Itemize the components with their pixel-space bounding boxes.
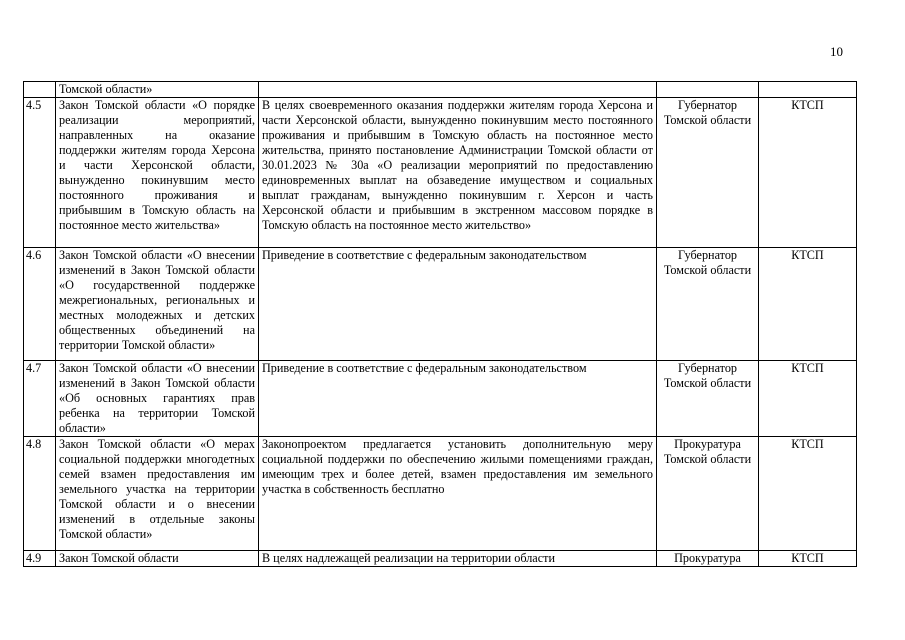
row-number-cell: 4.5 [24, 98, 56, 248]
responsible-cell: Губернатор Томской области [657, 248, 759, 361]
table-row [24, 82, 857, 98]
committee-cell: КТСП [759, 98, 857, 248]
description-cell [259, 82, 657, 98]
responsible-cell: Губернатор Томской области [657, 98, 759, 248]
row-number-cell: 4.7 [24, 361, 56, 437]
law-title-cell: Закон Томской области «О мерах социальной поддержки многодетных семей взамен предоставления им земельного участка на территории Томской области и о внесении изменений в отдельные законы Томской области» [56, 437, 259, 551]
responsible-cell: Прокуратура [657, 551, 759, 567]
row-number-cell: 4.9 [24, 551, 56, 567]
description-cell: В целях своевременного оказания поддержки жителям города Херсона и части Херсонской области, вынужденно покинувшим место постоянного проживания и прибывшим в Томскую область на постоянное место жительства, принято постановление Администрации Томской области от 30.01.2023 № 30а «О реализации мероприятий по предоставлению единовременных выплат на обзаведение имуществом и социальных выплат гражданам, вынужденно покинувшим г. Херсон и часть Херсонской области и прибывшим в экстренном массовом порядке в Томскую область на постоянное место жительство» [259, 98, 657, 248]
row-number-cell: 4.8 [24, 437, 56, 551]
law-title-cell: Томской области» [56, 82, 259, 98]
description-cell: Приведение в соответствие с федеральным законодательством [259, 248, 657, 361]
law-title-cell: Закон Томской области [56, 551, 259, 567]
description-cell: Приведение в соответствие с федеральным законодательством [259, 361, 657, 437]
table-row [24, 98, 857, 248]
committee-cell: КТСП [759, 551, 857, 567]
table-row [24, 437, 857, 551]
table-row [24, 248, 857, 361]
row-number-cell [24, 82, 56, 98]
row-number-cell: 4.6 [24, 248, 56, 361]
table-row [24, 551, 857, 567]
description-cell: Законопроектом предлагается установить дополнительную меру социальной поддержки по обеспечению жилыми помещениями граждан, имеющим трех и более детей, взамен предоставления им земельного участка в собственность бесплатно [259, 437, 657, 551]
law-title-cell: Закон Томской области «О внесении изменений в Закон Томской области «Об основных гарантиях прав ребенка на территории Томской области» [56, 361, 259, 437]
page-number: 10 [830, 44, 843, 59]
committee-cell: КТСП [759, 361, 857, 437]
responsible-cell: Губернатор Томской области [657, 361, 759, 437]
committee-cell [759, 82, 857, 98]
committee-cell: КТСП [759, 248, 857, 361]
law-title-cell: Закон Томской области «О внесении изменений в Закон Томской области «О государственной поддержке межрегиональных, региональных и местных молодежных и детских общественных объединений на территории Томской области» [56, 248, 259, 361]
committee-cell: КТСП [759, 437, 857, 551]
responsible-cell: Прокуратура Томской области [657, 437, 759, 551]
table-row [24, 361, 857, 437]
document-table [23, 81, 857, 567]
description-cell: В целях надлежащей реализации на территории области [259, 551, 657, 567]
responsible-cell [657, 82, 759, 98]
law-title-cell: Закон Томской области «О порядке реализации мероприятий, направленных на оказание поддержки жителям города Херсона и части Херсонской области, вынужденно покинувшим место постоянного проживания и прибывшим в Томскую область на постоянное место жительства» [56, 98, 259, 248]
